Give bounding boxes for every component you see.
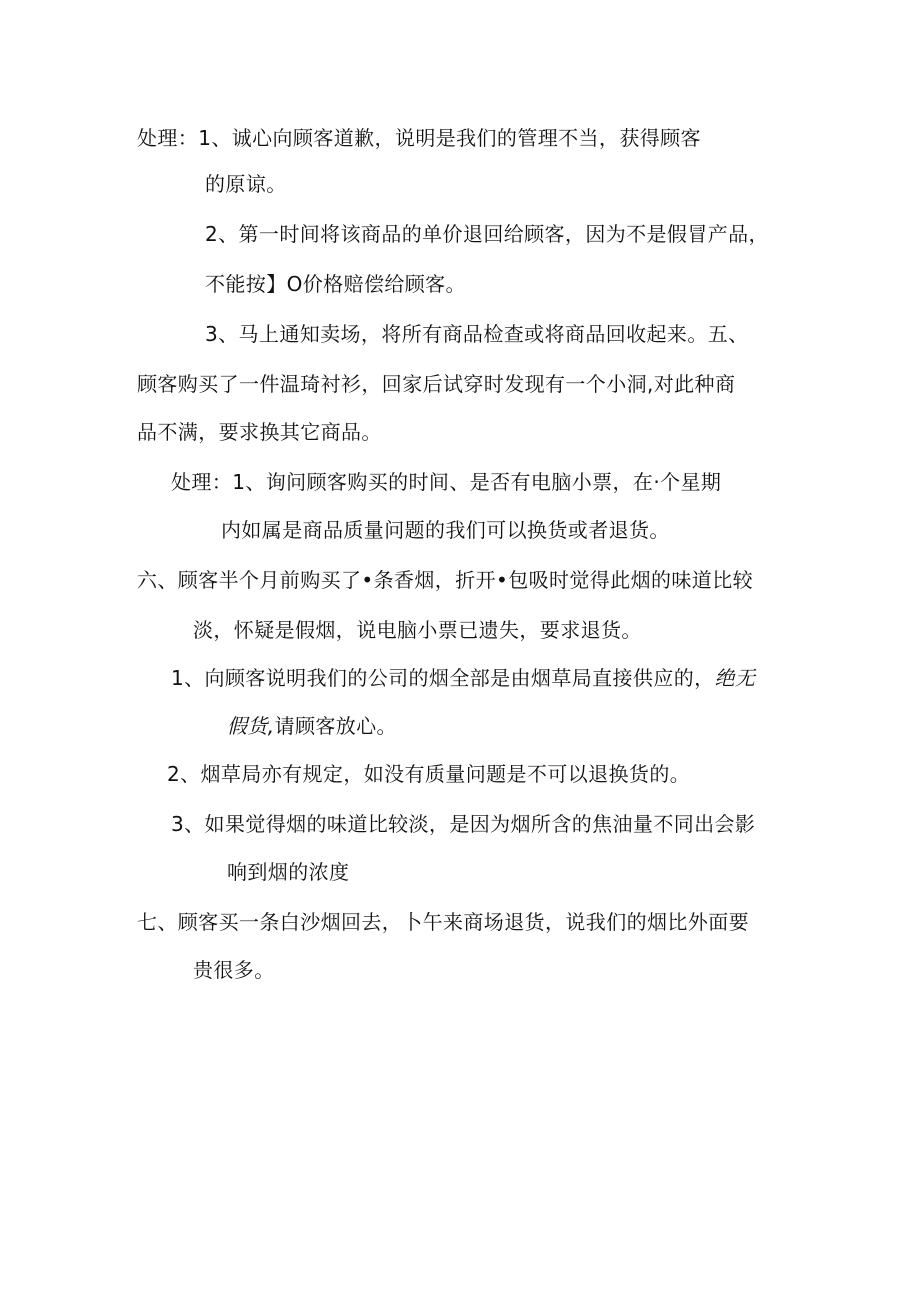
text-line: 3、马上通知卖场，将所有商品检查或将商品回收起来。五、 <box>205 322 749 346</box>
text-line: 顾客购买了一件温琦衬衫，回家后试穿时发现有一个小洞,对此种商 <box>137 372 736 396</box>
text-line <box>227 713 397 739</box>
text-line: 品不满，要求换其它商品。 <box>137 420 382 444</box>
text-line: 七、顾客买一条白沙烟回去，卜午来商场退货，说我们的烟比外面要 <box>137 910 749 934</box>
text-line: 3、如果觉得烟的味道比较淡，是因为烟所含的焦油量不同出会影 <box>171 812 756 836</box>
text-line: 六、顾客半个月前购买了•条香烟，折开•包吸时觉得此烟的味道比较 <box>137 568 753 592</box>
text-line: 内如属是商品质量问题的我们可以换货或者退货。 <box>221 518 670 542</box>
text-line: 不能按】O价格赔偿给顾客。 <box>205 272 466 296</box>
text-segment: 1、向顾客说明我们的公司的烟全部是由烟草局直接供应的， <box>171 666 715 690</box>
text-line: 2、第一时间将该商品的单价退回给顾客，因为不是假冒产品， <box>205 222 769 246</box>
text-line: 的原谅。 <box>205 172 287 196</box>
italic-text-segment: 假货, <box>227 714 275 738</box>
text-line: 处理：1、诚心向顾客道歉，说明是我们的管理不当，获得顾客 <box>137 126 701 150</box>
text-line: 响到烟的浓度 <box>227 860 350 884</box>
text-line: 贵很多。 <box>193 958 275 982</box>
text-line <box>171 665 755 691</box>
italic-text-segment: 绝无 <box>714 666 756 690</box>
text-line: 2、烟草局亦有规定，如没有质量问题是不可以退换货的。 <box>167 762 691 786</box>
text-line: 处理：1、询问顾客购买的时间、是否有电脑小票，在·个星期 <box>171 470 722 494</box>
text-line: 淡，怀疑是假烟，说电脑小票已遗失，要求退货。 <box>193 618 642 642</box>
text-segment: 请顾客放心。 <box>274 714 397 738</box>
